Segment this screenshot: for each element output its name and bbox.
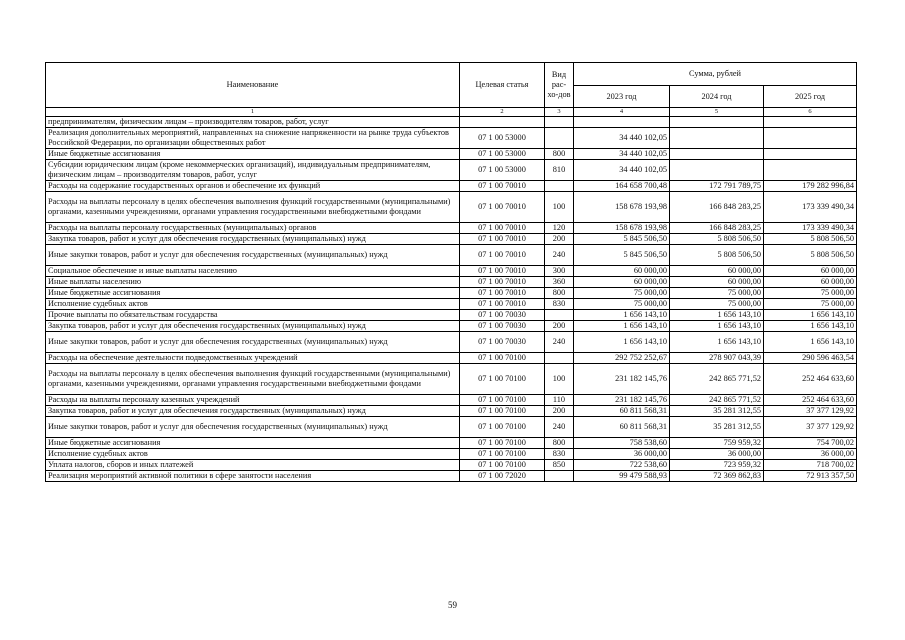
row-amount-2024 — [670, 149, 764, 160]
table-row — [46, 460, 857, 471]
row-amount-2025 — [764, 149, 857, 160]
page-number: 59 — [448, 600, 457, 610]
table-row — [46, 128, 857, 149]
table-row — [46, 417, 857, 438]
row-amount-2025 — [764, 160, 857, 181]
row-amount-2025 — [764, 117, 857, 128]
row-amount-2023: 164 658 700,48 — [574, 181, 670, 192]
row-amount-2023: 158 678 193,98 — [574, 223, 670, 234]
row-amount-2025: 60 000,00 — [764, 266, 857, 277]
row-name: Иные закупки товаров, работ и услуг для обеспечения государственных (муниципальных) нужд — [46, 332, 460, 353]
row-amount-2023: 34 440 102,05 — [574, 128, 670, 149]
row-type: 810 — [545, 160, 574, 181]
table-row — [46, 245, 857, 266]
row-amount-2024 — [670, 160, 764, 181]
header-name: Наименование — [46, 63, 460, 108]
header-code: Целевая статья — [460, 63, 545, 108]
header-year-2025: 2025 год — [764, 86, 857, 108]
header-type: Вид рас-хо-дов — [545, 63, 574, 108]
row-amount-2023: 60 811 568,31 — [574, 406, 670, 417]
row-type: 100 — [545, 364, 574, 395]
header-sum: Сумма, рублей — [574, 63, 857, 86]
table-row — [46, 449, 857, 460]
row-code: 07 1 00 70010 — [460, 234, 545, 245]
row-amount-2023: 99 479 588,93 — [574, 471, 670, 482]
row-code: 07 1 00 70100 — [460, 395, 545, 406]
col-number: 5 — [670, 108, 764, 117]
table-row — [46, 321, 857, 332]
row-type: 240 — [545, 332, 574, 353]
table-row — [46, 332, 857, 353]
row-type: 830 — [545, 299, 574, 310]
row-type: 300 — [545, 266, 574, 277]
row-type — [545, 181, 574, 192]
table-row — [46, 277, 857, 288]
header-year-2023: 2023 год — [574, 86, 670, 108]
row-code: 07 1 00 70100 — [460, 406, 545, 417]
row-code: 07 1 00 70100 — [460, 353, 545, 364]
row-name: Закупка товаров, работ и услуг для обеспечения государственных (муниципальных) нужд — [46, 321, 460, 332]
row-name: Иные закупки товаров, работ и услуг для обеспечения государственных (муниципальных) нужд — [46, 245, 460, 266]
row-amount-2024: 759 959,32 — [670, 438, 764, 449]
row-amount-2023: 231 182 145,76 — [574, 395, 670, 406]
row-code: 07 1 00 70100 — [460, 449, 545, 460]
table-row — [46, 234, 857, 245]
row-code: 07 1 00 70010 — [460, 181, 545, 192]
row-name: Расходы на выплаты персоналу в целях обеспечения выполнения функций государственными (муниципальными) органами, казенными учреждениями, органами управления государственными внебюджетными фондами — [46, 192, 460, 223]
row-amount-2024: 72 369 862,83 — [670, 471, 764, 482]
row-amount-2023 — [574, 117, 670, 128]
row-amount-2023: 1 656 143,10 — [574, 332, 670, 353]
row-amount-2024: 75 000,00 — [670, 299, 764, 310]
table-row — [46, 288, 857, 299]
row-amount-2024: 166 848 283,25 — [670, 223, 764, 234]
row-amount-2024: 278 907 043,39 — [670, 353, 764, 364]
row-amount-2025: 173 339 490,34 — [764, 192, 857, 223]
row-amount-2025: 718 700,02 — [764, 460, 857, 471]
table-row — [46, 192, 857, 223]
row-amount-2024: 166 848 283,25 — [670, 192, 764, 223]
row-code: 07 1 00 53000 — [460, 149, 545, 160]
row-amount-2024: 35 281 312,55 — [670, 417, 764, 438]
row-name: Расходы на выплаты персоналу в целях обеспечения выполнения функций государственными (муниципальными) органами, казенными учреждениями, органами управления государственными внебюджетными фондами — [46, 364, 460, 395]
row-code: 07 1 00 70010 — [460, 266, 545, 277]
row-amount-2024 — [670, 117, 764, 128]
row-name: Расходы на выплаты персоналу государственных (муниципальных) органов — [46, 223, 460, 234]
row-amount-2023: 158 678 193,98 — [574, 192, 670, 223]
row-name: Иные закупки товаров, работ и услуг для обеспечения государственных (муниципальных) нужд — [46, 417, 460, 438]
row-type: 830 — [545, 449, 574, 460]
table-row — [46, 353, 857, 364]
row-amount-2025: 5 808 506,50 — [764, 234, 857, 245]
row-amount-2023: 60 000,00 — [574, 277, 670, 288]
row-amount-2024: 242 865 771,52 — [670, 364, 764, 395]
row-amount-2024: 242 865 771,52 — [670, 395, 764, 406]
row-amount-2025: 290 596 463,54 — [764, 353, 857, 364]
row-code: 07 1 00 70100 — [460, 438, 545, 449]
row-type: 200 — [545, 321, 574, 332]
row-name: Расходы на выплаты персоналу казенных учреждений — [46, 395, 460, 406]
row-name: Расходы на содержание государственных органов и обеспечение их функций — [46, 181, 460, 192]
row-code: 07 1 00 70010 — [460, 288, 545, 299]
row-type: 100 — [545, 192, 574, 223]
row-amount-2023: 722 538,60 — [574, 460, 670, 471]
row-amount-2025: 179 282 996,84 — [764, 181, 857, 192]
row-amount-2025: 1 656 143,10 — [764, 332, 857, 353]
budget-table — [45, 62, 857, 482]
row-name: Реализация дополнительных мероприятий, направленных на снижение напряженности на рынке труда субъектов Российской Федерации, по организации общественных работ — [46, 128, 460, 149]
row-amount-2024 — [670, 128, 764, 149]
row-amount-2024: 60 000,00 — [670, 277, 764, 288]
row-type: 240 — [545, 245, 574, 266]
row-code: 07 1 00 53000 — [460, 128, 545, 149]
row-code: 07 1 00 70030 — [460, 310, 545, 321]
row-type: 800 — [545, 149, 574, 160]
row-amount-2024: 723 959,32 — [670, 460, 764, 471]
table-row — [46, 406, 857, 417]
row-name: Прочие выплаты по обязательствам государства — [46, 310, 460, 321]
table-row — [46, 364, 857, 395]
row-amount-2025: 5 808 506,50 — [764, 245, 857, 266]
row-amount-2024: 75 000,00 — [670, 288, 764, 299]
row-code: 07 1 00 70030 — [460, 321, 545, 332]
row-amount-2025: 754 700,02 — [764, 438, 857, 449]
row-amount-2025: 37 377 129,92 — [764, 406, 857, 417]
row-code: 07 1 00 70010 — [460, 277, 545, 288]
row-type: 200 — [545, 234, 574, 245]
row-type: 110 — [545, 395, 574, 406]
col-number: 4 — [574, 108, 670, 117]
row-amount-2023: 75 000,00 — [574, 299, 670, 310]
row-name: Иные бюджетные ассигнования — [46, 438, 460, 449]
row-amount-2024: 1 656 143,10 — [670, 321, 764, 332]
row-name: Исполнение судебных актов — [46, 449, 460, 460]
row-code: 07 1 00 70030 — [460, 332, 545, 353]
table-row — [46, 299, 857, 310]
table-row — [46, 117, 857, 128]
row-amount-2023: 5 845 506,50 — [574, 234, 670, 245]
row-amount-2023: 292 752 252,67 — [574, 353, 670, 364]
row-type — [545, 128, 574, 149]
row-name: Иные бюджетные ассигнования — [46, 149, 460, 160]
row-amount-2023: 1 656 143,10 — [574, 321, 670, 332]
row-type — [545, 471, 574, 482]
row-code: 07 1 00 70010 — [460, 223, 545, 234]
table-row — [46, 395, 857, 406]
row-amount-2025: 72 913 357,50 — [764, 471, 857, 482]
row-amount-2025: 75 000,00 — [764, 299, 857, 310]
table-row — [46, 438, 857, 449]
row-amount-2024: 60 000,00 — [670, 266, 764, 277]
row-code: 07 1 00 70010 — [460, 245, 545, 266]
row-amount-2023: 60 000,00 — [574, 266, 670, 277]
col-number: 1 — [46, 108, 460, 117]
row-name: Уплата налогов, сборов и иных платежей — [46, 460, 460, 471]
row-name: Иные бюджетные ассигнования — [46, 288, 460, 299]
row-amount-2023: 231 182 145,76 — [574, 364, 670, 395]
row-amount-2025: 252 464 633,60 — [764, 395, 857, 406]
row-amount-2023: 1 656 143,10 — [574, 310, 670, 321]
row-amount-2025 — [764, 128, 857, 149]
row-name: Исполнение судебных актов — [46, 299, 460, 310]
table-body — [46, 117, 857, 482]
row-type — [545, 310, 574, 321]
row-type — [545, 353, 574, 364]
row-code: 07 1 00 72020 — [460, 471, 545, 482]
row-type: 240 — [545, 417, 574, 438]
row-amount-2025: 1 656 143,10 — [764, 310, 857, 321]
table-row — [46, 160, 857, 181]
row-type: 800 — [545, 288, 574, 299]
row-type: 850 — [545, 460, 574, 471]
row-amount-2023: 75 000,00 — [574, 288, 670, 299]
row-name: Иные выплаты населению — [46, 277, 460, 288]
row-amount-2023: 60 811 568,31 — [574, 417, 670, 438]
row-name: Субсидии юридическим лицам (кроме некоммерческих организаций), индивидуальным предпринимателям, физическим лицам – производителям товаров, работ, услуг — [46, 160, 460, 181]
row-amount-2024: 1 656 143,10 — [670, 332, 764, 353]
row-amount-2023: 34 440 102,05 — [574, 149, 670, 160]
table-row — [46, 310, 857, 321]
row-amount-2025: 60 000,00 — [764, 277, 857, 288]
row-type: 200 — [545, 406, 574, 417]
row-type: 120 — [545, 223, 574, 234]
row-amount-2025: 1 656 143,10 — [764, 321, 857, 332]
row-amount-2023: 758 538,60 — [574, 438, 670, 449]
table-row — [46, 149, 857, 160]
row-code — [460, 117, 545, 128]
row-code: 07 1 00 53000 — [460, 160, 545, 181]
row-amount-2024: 35 281 312,55 — [670, 406, 764, 417]
row-name: предпринимателям, физическим лицам – производителям товаров, работ, услуг — [46, 117, 460, 128]
col-number: 6 — [764, 108, 857, 117]
row-amount-2023: 5 845 506,50 — [574, 245, 670, 266]
row-amount-2024: 1 656 143,10 — [670, 310, 764, 321]
row-amount-2025: 252 464 633,60 — [764, 364, 857, 395]
row-amount-2024: 5 808 506,50 — [670, 245, 764, 266]
table-row — [46, 181, 857, 192]
row-amount-2025: 36 000,00 — [764, 449, 857, 460]
row-code: 07 1 00 70100 — [460, 417, 545, 438]
row-type: 800 — [545, 438, 574, 449]
col-number: 2 — [460, 108, 545, 117]
row-amount-2023: 34 440 102,05 — [574, 160, 670, 181]
row-amount-2024: 5 808 506,50 — [670, 234, 764, 245]
row-amount-2025: 173 339 490,34 — [764, 223, 857, 234]
header-year-2024: 2024 год — [670, 86, 764, 108]
row-amount-2023: 36 000,00 — [574, 449, 670, 460]
row-amount-2024: 36 000,00 — [670, 449, 764, 460]
row-code: 07 1 00 70100 — [460, 460, 545, 471]
table-row — [46, 223, 857, 234]
row-name: Социальное обеспечение и иные выплаты населению — [46, 266, 460, 277]
row-type: 360 — [545, 277, 574, 288]
row-name: Расходы на обеспечение деятельности подведомственных учреждений — [46, 353, 460, 364]
row-name: Закупка товаров, работ и услуг для обеспечения государственных (муниципальных) нужд — [46, 406, 460, 417]
row-name: Реализация мероприятий активной политики в сфере занятости населения — [46, 471, 460, 482]
row-code: 07 1 00 70010 — [460, 192, 545, 223]
row-amount-2025: 75 000,00 — [764, 288, 857, 299]
row-code: 07 1 00 70010 — [460, 299, 545, 310]
row-amount-2025: 37 377 129,92 — [764, 417, 857, 438]
row-name: Закупка товаров, работ и услуг для обеспечения государственных (муниципальных) нужд — [46, 234, 460, 245]
row-type — [545, 117, 574, 128]
col-number: 3 — [545, 108, 574, 117]
row-code: 07 1 00 70100 — [460, 364, 545, 395]
table-row — [46, 471, 857, 482]
row-amount-2024: 172 791 789,75 — [670, 181, 764, 192]
table-row — [46, 266, 857, 277]
